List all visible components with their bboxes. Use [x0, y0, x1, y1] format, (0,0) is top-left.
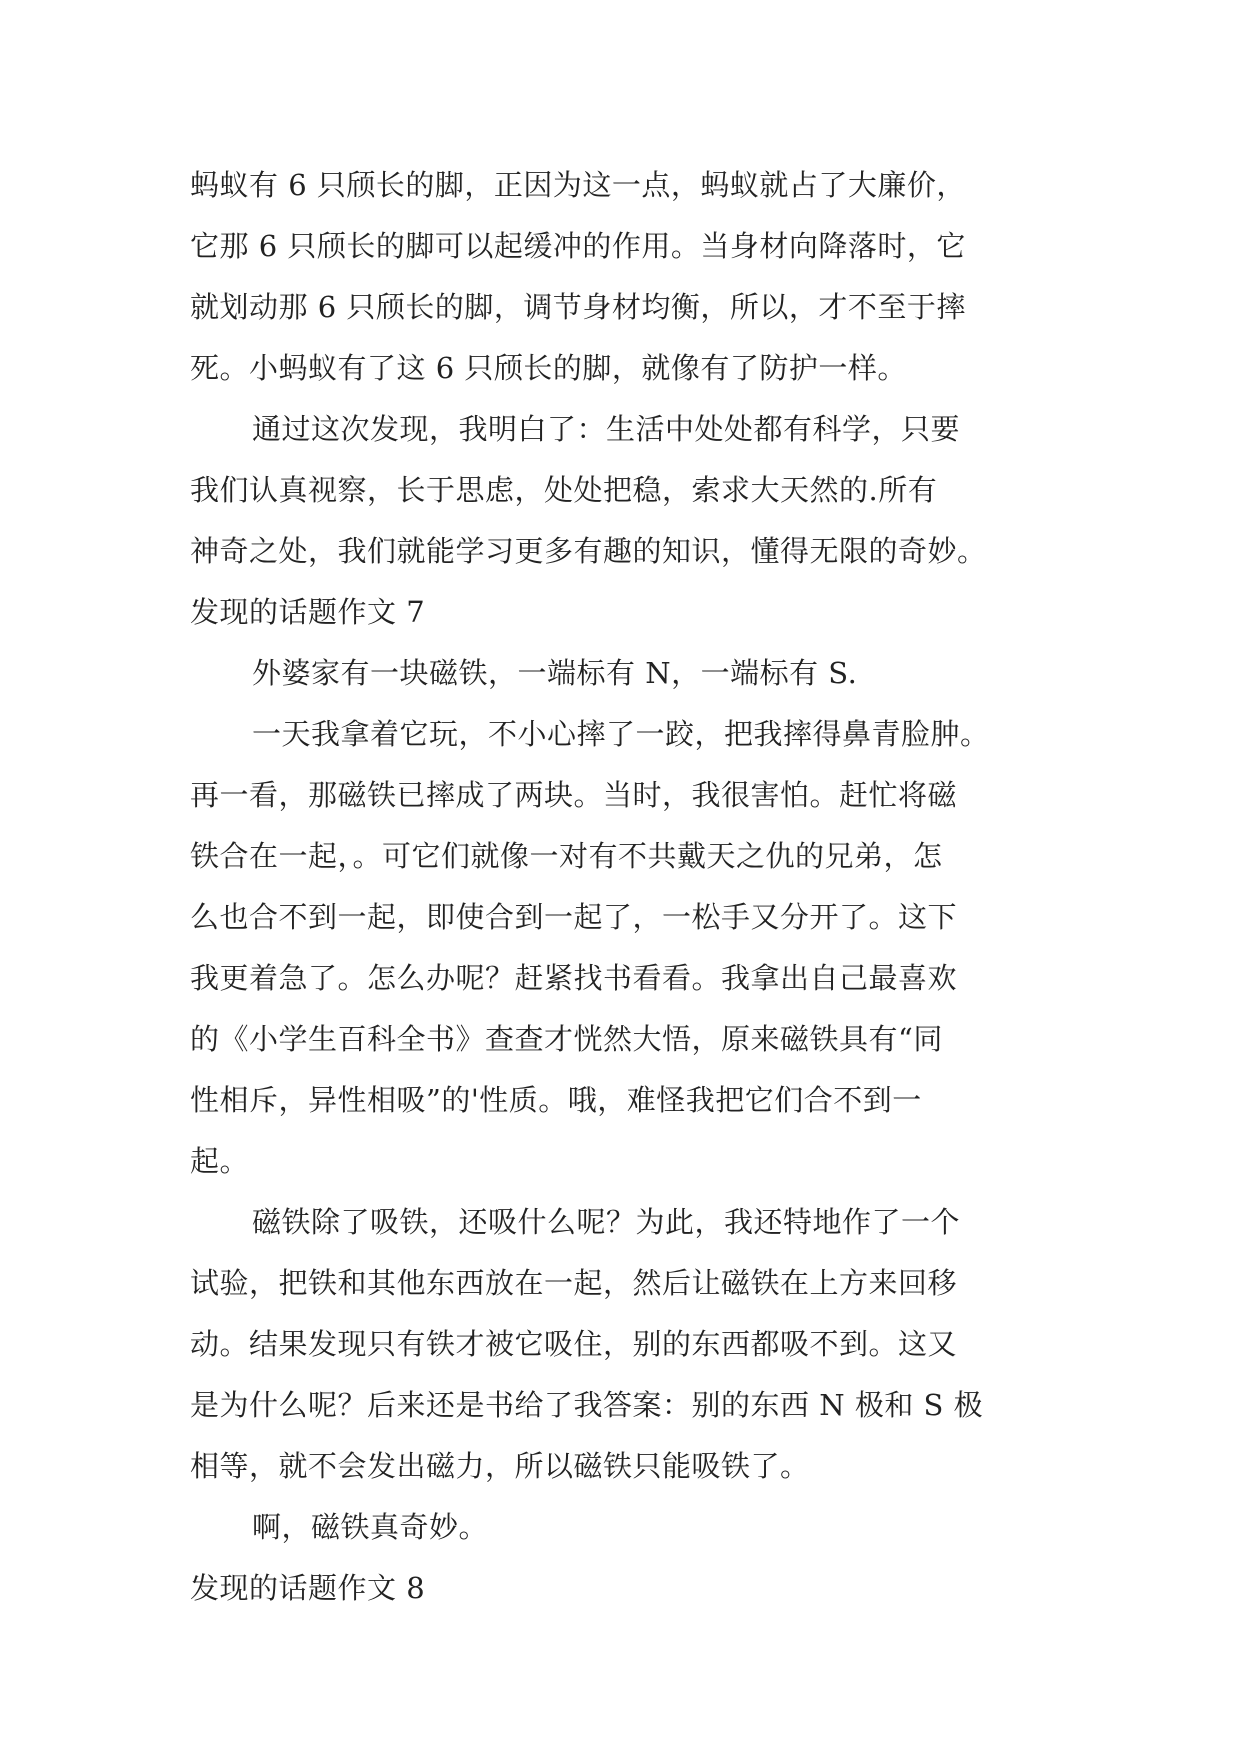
text-line: 我们认真视察，长于思虑，处处把稳，索求大天然的.所有	[190, 473, 938, 507]
text-line: 通过这次发现，我明白了：生活中处处都有科学，只要	[252, 412, 961, 446]
text-line: 相等，就不会发出磁力，所以磁铁只能吸铁了。	[190, 1449, 810, 1483]
text-line: 磁铁除了吸铁，还吸什么呢？为此，我还特地作了一个	[252, 1205, 961, 1239]
document-page	[190, 155, 1070, 1619]
text-line: 性相斥，异性相吸”的'性质。哦，难怪我把它们合不到一	[190, 1083, 922, 1117]
text-line: 么也合不到一起，即使合到一起了，一松手又分开了。这下	[190, 900, 958, 934]
text-line: 一天我拿着它玩，不小心摔了一跤，把我摔得鼻青脸肿。	[252, 717, 990, 751]
text-line: 起。	[190, 1144, 250, 1178]
section-heading: 发现的话题作文 7	[190, 595, 426, 629]
text-line: 就划动那 6 只颀长的脚，调节身材均衡，所以，才不至于摔	[190, 290, 966, 324]
text-line: 啊，磁铁真奇妙。	[252, 1510, 489, 1544]
text-line: 神奇之处，我们就能学习更多有趣的知识，懂得无限的奇妙。	[190, 534, 987, 568]
text-line: 的《小学生百科全书》查查才恍然大悟，原来磁铁具有“同	[190, 1022, 943, 1056]
text-line: 外婆家有一块磁铁，一端标有 N，一端标有 S.	[252, 656, 858, 690]
text-line: 死。小蚂蚁有了这 6 只颀长的脚，就像有了防护一样。	[190, 351, 907, 385]
text-line: 试验，把铁和其他东西放在一起，然后让磁铁在上方来回移	[190, 1266, 958, 1300]
text-line: 动。结果发现只有铁才被它吸住，别的东西都吸不到。这又	[190, 1327, 958, 1361]
text-line: 铁合在一起，。可它们就像一对有不共戴天之仇的兄弟，怎	[190, 839, 943, 873]
text-line: 是为什么呢？后来还是书给了我答案：别的东西 N 极和 S 极	[190, 1388, 984, 1422]
text-line: 蚂蚁有 6 只颀长的脚，正因为这一点，蚂蚁就占了大廉价，	[190, 168, 966, 202]
text-line: 再一看，那磁铁已摔成了两块。当时，我很害怕。赶忙将磁	[190, 778, 958, 812]
section-heading: 发现的话题作文 8	[190, 1571, 426, 1605]
text-line: 我更着急了。怎么办呢？赶紧找书看看。我拿出自己最喜欢	[190, 961, 958, 995]
text-line: 它那 6 只颀长的脚可以起缓冲的作用。当身材向降落时，它	[190, 229, 966, 263]
